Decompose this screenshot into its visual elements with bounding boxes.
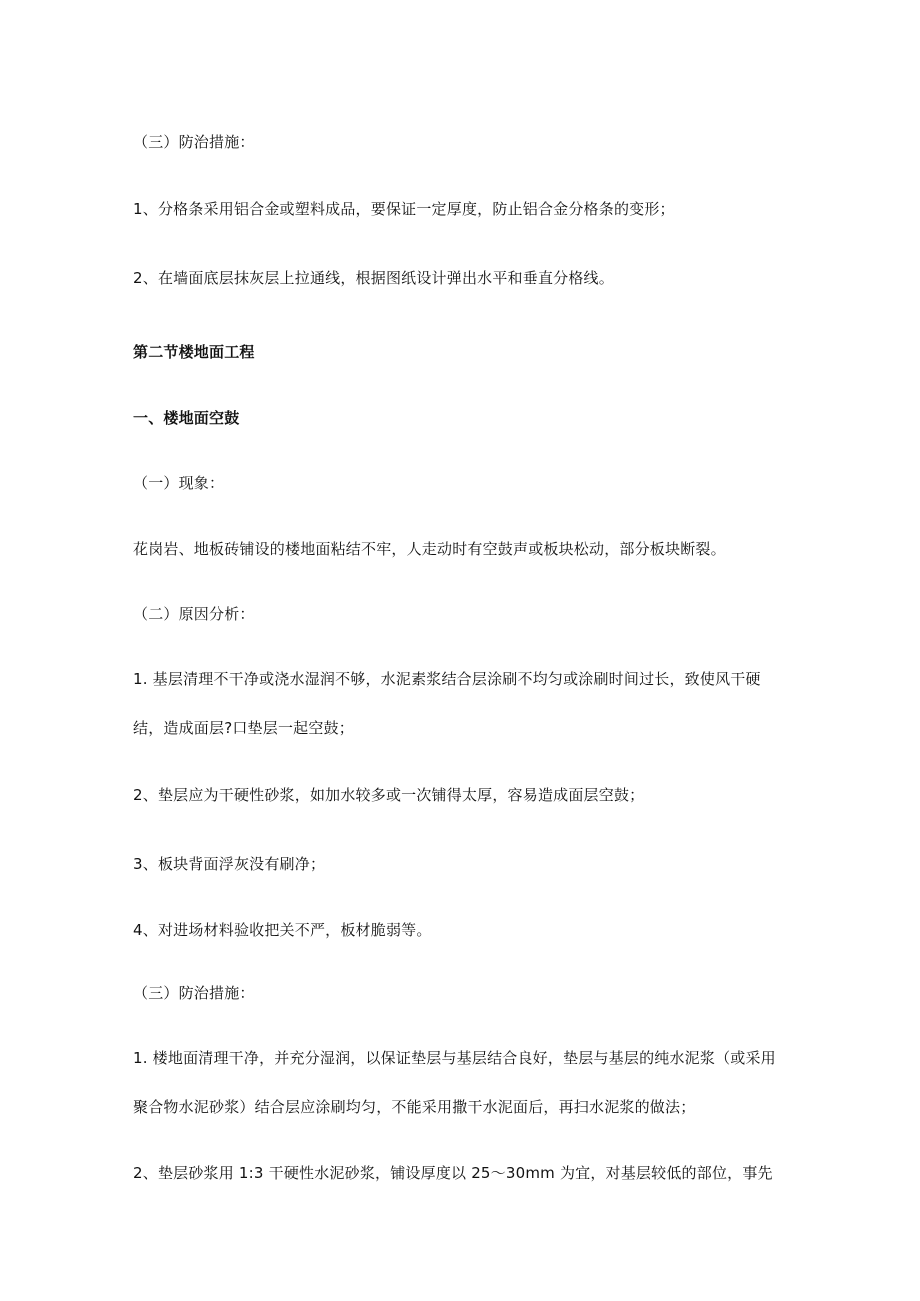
subheading-prevention-measures-2: （三）防治措施： xyxy=(133,984,255,1002)
subheading-cause-analysis: （二）原因分析： xyxy=(133,605,255,623)
paragraph-item-2: 2、在墙面底层抹灰层上拉通线，根据图纸设计弹出水平和垂直分格线。 xyxy=(133,269,614,287)
paragraph-measure-1-line-1: 1. 楼地面清理干净，并充分湿润，以保证垫层与基层结合良好，垫层与基层的纯水泥浆（或采用 xyxy=(133,1049,776,1067)
subheading-prevention-measures-1: （三）防治措施： xyxy=(133,133,255,151)
subheading-phenomenon: （一）现象： xyxy=(133,474,225,492)
section-heading: 第二节楼地面工程 xyxy=(133,343,255,361)
paragraph-cause-2: 2、垫层应为干硬性砂浆，如加水较多或一次铺得太厚，容易造成面层空鼓； xyxy=(133,786,645,804)
paragraph-phenomenon: 花岗岩、地板砖铺设的楼地面粘结不牢，人走动时有空鼓声或板块松动，部分板块断裂。 xyxy=(133,540,726,558)
chapter-heading: 一、楼地面空鼓 xyxy=(133,409,240,427)
paragraph-cause-1-line-1: 1. 基层清理不干净或浇水湿润不够，水泥素浆结合层涂刷不均匀或涂刷时间过长，致使风干硬 xyxy=(133,670,761,688)
paragraph-item-1: 1、分格条采用铝合金或塑料成品，要保证一定厚度，防止铝合金分格条的变形； xyxy=(133,200,675,218)
paragraph-cause-1-line-2: 结，造成面层?口垫层一起空鼓； xyxy=(133,719,354,737)
paragraph-measure-1-line-2: 聚合物水泥砂浆）结合层应涂刷均匀，不能采用撒干水泥面后，再扫水泥浆的做法； xyxy=(133,1098,696,1116)
paragraph-measure-2: 2、垫层砂浆用 1:3 干硬性水泥砂浆，铺设厚度以 25～30mm 为宜，对基层较低的部位，事先 xyxy=(133,1164,773,1182)
paragraph-cause-3: 3、板块背面浮灰没有刷净； xyxy=(133,855,326,873)
paragraph-cause-4: 4、对进场材料验收把关不严，板材脆弱等。 xyxy=(133,921,432,939)
